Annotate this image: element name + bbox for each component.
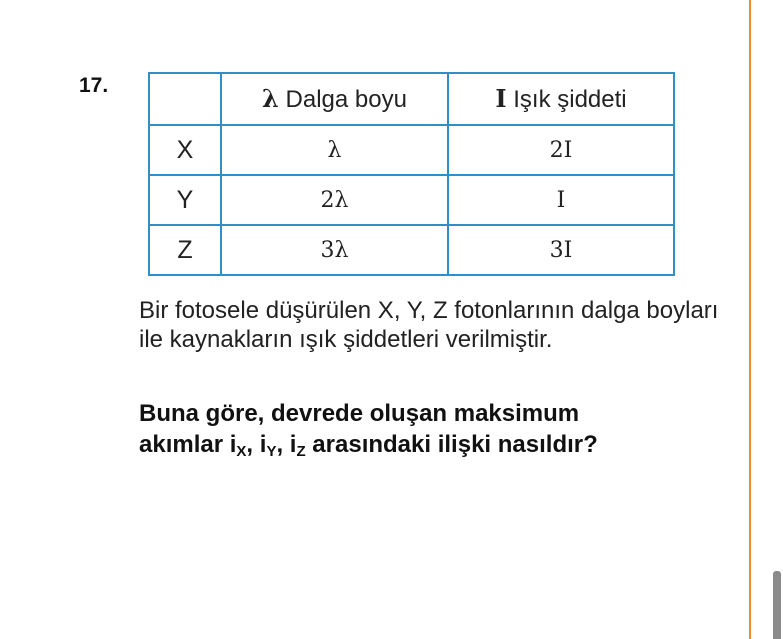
wavelength-symbol: λ [262, 84, 279, 113]
wavelength-cell: 2λ [221, 175, 448, 225]
subscript-z: Z [296, 443, 306, 460]
row-label: X [149, 125, 221, 175]
data-table [148, 72, 675, 276]
header-empty-cell [149, 73, 221, 125]
header-wavelength [221, 73, 448, 125]
table-row [149, 175, 674, 225]
wavelength-cell: λ [221, 125, 448, 175]
table-row [149, 225, 674, 275]
intensity-cell: 3I [448, 225, 674, 275]
intensity-symbol: I [495, 84, 507, 113]
table-header-row [149, 73, 674, 125]
intensity-header-text: Işık şiddeti [513, 86, 627, 113]
question-line-2-end: arasındaki ilişki nasıldır? [305, 431, 598, 458]
right-margin-rule [749, 0, 751, 639]
question-number: 17. [79, 74, 109, 97]
row-label: Y [149, 175, 221, 225]
intensity-cell: 2I [448, 125, 674, 175]
header-intensity [448, 73, 674, 125]
question-text [139, 398, 759, 460]
question-line-2-start: akımlar i [139, 431, 237, 458]
subscript-y: Y [266, 443, 277, 460]
wavelength-cell: 3λ [221, 225, 448, 275]
intensity-cell: I [448, 175, 674, 225]
question-line-2 [139, 429, 759, 460]
question-line-1: Buna göre, devrede oluşan maksimum [139, 400, 580, 427]
wavelength-header-text: Dalga boyu [285, 86, 407, 113]
separator-2: , i [276, 431, 297, 458]
description-text: Bir fotosele düşürülen X, Y, Z fotonlarının dalga boyları ile kaynakların ışık şiddetleri verilmiştir. [139, 297, 719, 353]
separator-1: , i [246, 431, 267, 458]
row-label: Z [149, 225, 221, 275]
scrollbar-thumb[interactable] [773, 571, 781, 639]
table-row [149, 125, 674, 175]
subscript-x: X [236, 443, 247, 460]
